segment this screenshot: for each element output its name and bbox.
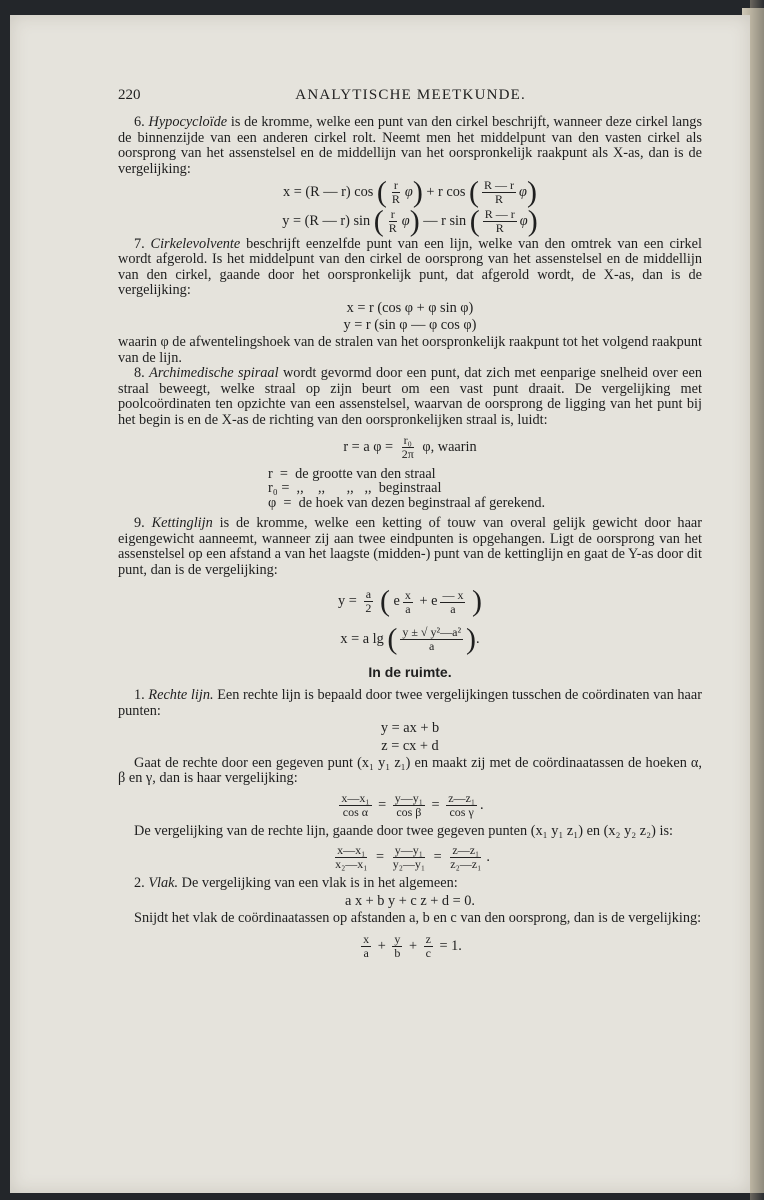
equation-spiral: r = a φ = $\frac{\text{r₀}}{2\pi}$ φ, waarin xyxy=(343,432,477,461)
spiral-definitions: r = de grootte van den straal r₀ = ,, ,, ,, ,, beginstraal φ = de hoek van dezen beginstraal af gerekend. xyxy=(268,465,546,511)
section-text: is de kromme, welke een punt van den cirkel beschrijft, wanneer deze cirkel langs de binnenzijde van een anderen cirkel rolt. Neemt men het middelpunt van den vasten cirkel als oorsprong van het assenstelsel en de middellijn van het oorspronkelijk raakpunt als X-as, dan is de vergelijking: xyxy=(118,114,703,177)
equation-line-angles: $\frac{\text{x—x₁}}{\text{cos α}}$ = $\frac{\text{y—y₁}}{\text{cos β}}$ = $\frac{\text{z—z₁}}{\text{cos γ}}$ . xyxy=(341,790,484,819)
section-6 xyxy=(118,115,702,177)
equation-evolvente-x: x = r (cos φ + φ sin φ) xyxy=(346,299,474,316)
equation-evolvente-y: y = r (sin φ — φ cos φ) xyxy=(343,317,477,334)
running-header xyxy=(118,88,702,103)
equation-catenary-x: x = a lg ( $\frac{\text{y ± √ y²—a²}}{a}$ ). xyxy=(340,622,480,656)
section-number: 6. xyxy=(134,114,145,131)
section-8: 8. Archimedische spiraal wordt gevormd door een punt, dat zich met eenparige snelheid over een straal beweegt, welke straal op zijn beurt om een vast punt draait. De vergelijking met poolcoördinaten ten opzichte van een assenstelsel, waarvan de oorsprong de ligging van het punt bij het begin is en de X-as de richting van den oorspronkelijken straal is, luidt: xyxy=(118,365,703,428)
equation-line-z: z = cx + d xyxy=(381,737,439,754)
equation-line-y: y = ax + b xyxy=(380,720,440,737)
section-7: 7. Cirkelevolvente beschrijft eenzelfde punt van een lijn, welke van den omtrek van een cirkel wordt afgerold. Is het middelpunt van den cirkel de oorsprong van het assenstelsel en de middellijn van den cirkel, gaande door het oorspronkelijk punt, dat afgerold wordt, de X-as, dan is de vergelijking: xyxy=(118,236,703,299)
section-7-after: waarin φ de afwentelingshoek van de stralen van het oorspronkelijk raakpunt tot het volgend raakpunt van de lijn. xyxy=(118,334,702,366)
equation-plane: a x + b y + c z + d = 0. xyxy=(345,892,475,909)
equation-plane-intercepts: $\frac{x}{a}$ + $\frac{y}{b}$ + $\frac{z}{c}$ = 1. xyxy=(363,931,462,960)
section-rechte-lijn: 1. Rechte lijn. Een rechte lijn is bepaald door twee vergelijkingen tusschen de coördinaten van haar punten: xyxy=(118,687,702,719)
equation-hypocycloid-y: y = (R — r) sin ( $\frac{r}{R}$ φ) — r sin ( $\frac{R — r}{R}$ φ) xyxy=(282,204,538,238)
equation-hypocycloid-x: x = (R — r) cos ( $\frac{r}{R}$ φ) + r cos ( $\frac{R — r}{R}$ φ) xyxy=(283,175,537,209)
section-vlak: 2. Vlak. De vergelijking van een vlak is in het algemeen: xyxy=(134,875,458,892)
equation-catenary-y: y = $\frac{a}{2}$ ( e $\frac{x}{a}$ + e $\frac{— x}{a}$ ) xyxy=(337,584,483,618)
equation-line-two-points: $\frac{\text{x—x₁}}{\text{x₂—x₁}}$ = $\frac{\text{y—y₁}}{\text{y₂—y₁}}$ = $\frac{\text{z—z₁}}{\text{z₂—z₁}}$ . xyxy=(335,843,490,872)
running-title: ANALYTISCHE MEETKUNDE. xyxy=(295,87,526,103)
section-term: Hypocycloïde xyxy=(148,114,228,131)
section-9: 9. Kettinglijn is de kromme, welke een ketting of touw van overal gelijk gewicht door haar eigengewicht aanneemt, wanneer zij aan twee eindpunten is opgehangen. Ligt de oorsprong van het assenstelsel op een afstand a van het laagste (midden-) punt van de kettinglijn en gaat de Y-as door dit punt, dan is de vergelijking: xyxy=(118,515,703,578)
page-number: 220 xyxy=(118,87,141,103)
paragraph-direction: Gaat de rechte door een gegeven punt (x₁ y₁ z₁) en maakt zij met de coördinaatassen de hoeken α, β en γ, dan is haar vergelijking: xyxy=(118,755,702,787)
paragraph-intercepts: Snijdt het vlak de coördinaatassen op afstanden a, b en c van den oorsprong, dan is de vergelijking: xyxy=(134,910,702,927)
section-heading-ruimte: In de ruimte. xyxy=(368,664,452,681)
page-content xyxy=(118,88,702,966)
paragraph-two-points: De vergelijking van de rechte lijn, gaande door twee gegeven punten (x₁ y₁ z₁) en (x₂ y₂ z₂) is: xyxy=(134,822,673,839)
